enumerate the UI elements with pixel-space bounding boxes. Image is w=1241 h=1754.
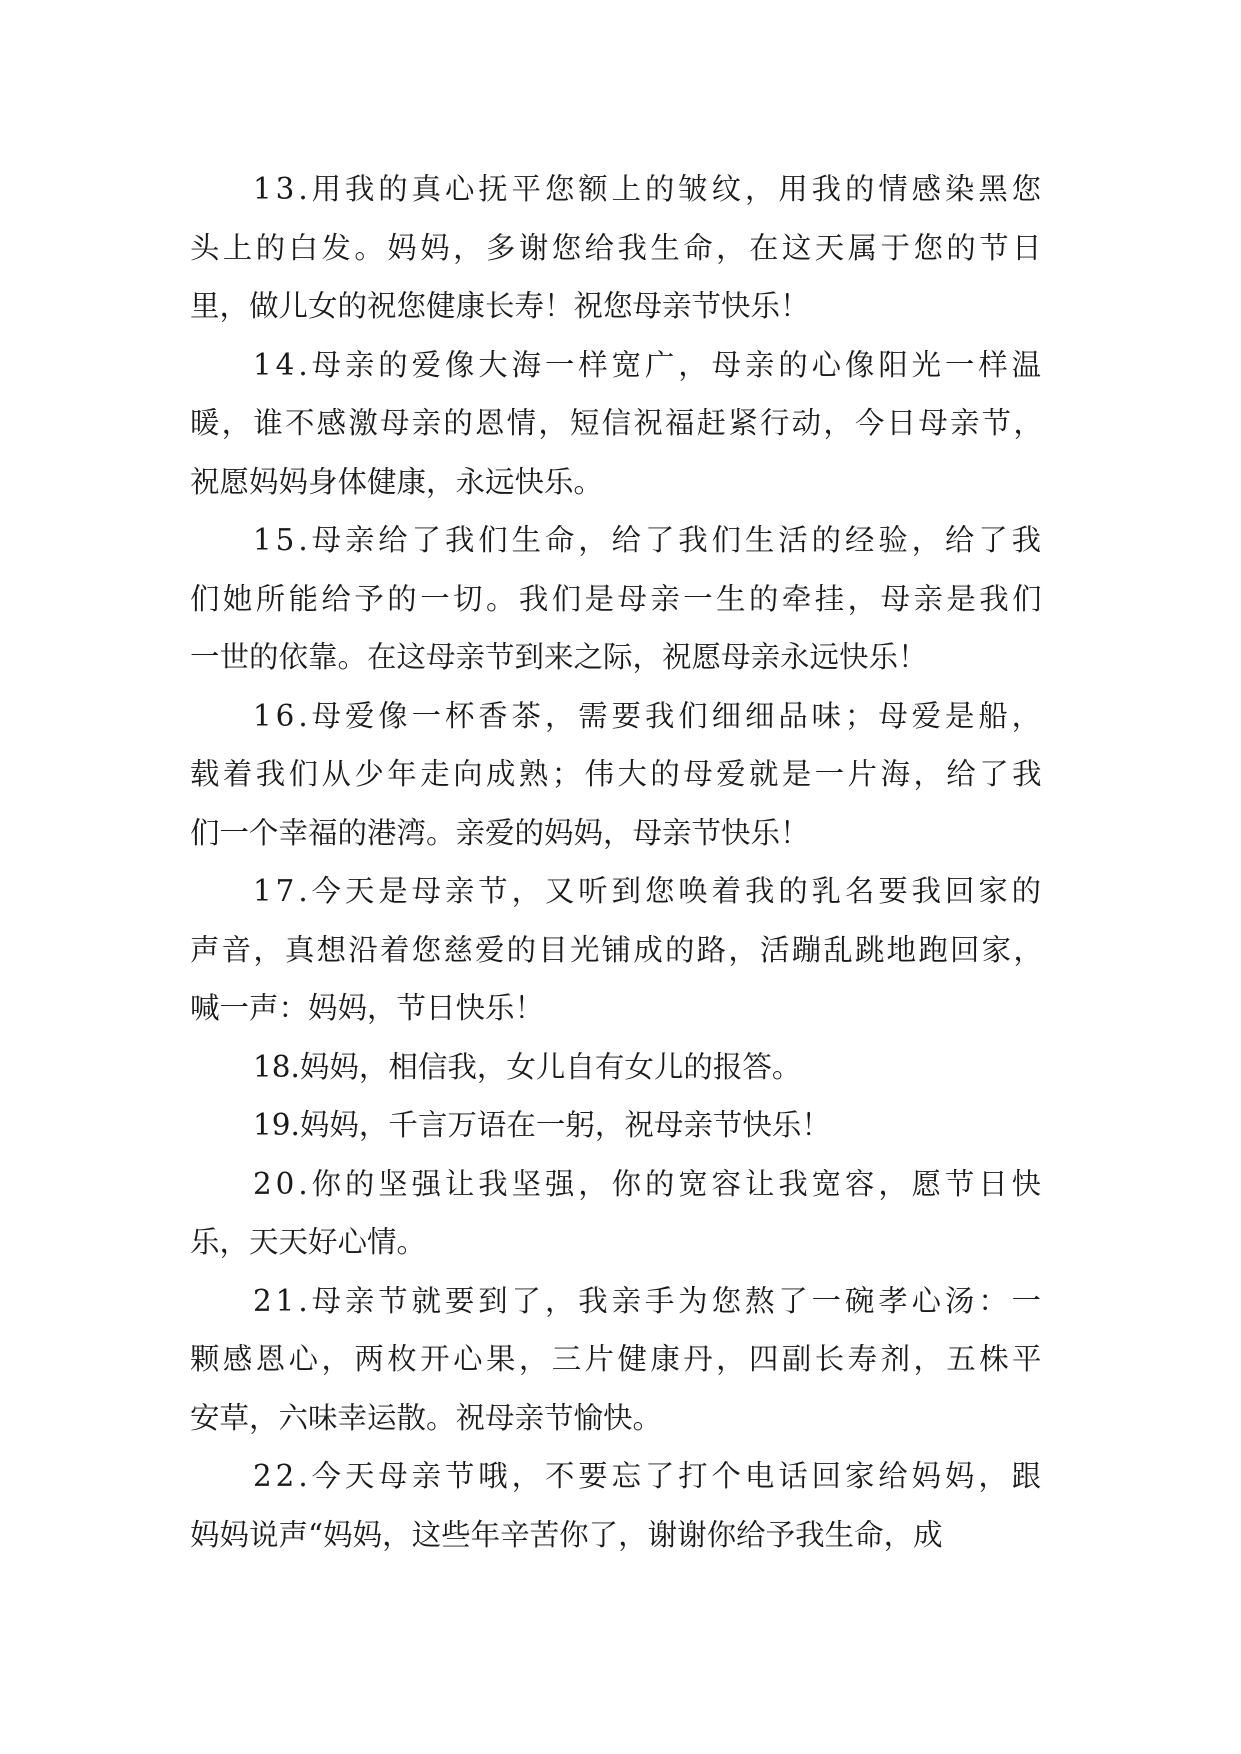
paragraph-19 bbox=[190, 1096, 1045, 1155]
paragraph-20 bbox=[190, 1155, 1045, 1272]
text-line-content: 里，做儿女的祝您健康长寿！祝您母亲节快乐！ bbox=[190, 289, 810, 323]
text-line-content: 22.今天母亲节哦，不要忘了打个电话回家给妈妈，跟 bbox=[253, 1459, 1045, 1493]
text-line-content: 21.母亲节就要到了，我亲手为您熬了一碗孝心汤：一 bbox=[253, 1283, 1045, 1318]
text-line bbox=[190, 1096, 1045, 1155]
text-line bbox=[190, 1389, 1045, 1448]
text-line-content: 载着我们从少年走向成熟；伟大的母爱就是一片海，给了我 bbox=[190, 757, 1045, 791]
text-line bbox=[190, 160, 1045, 219]
text-line-content: 颗感恩心，两枚开心果，三片健康丹，四副长寿剂，五株平 bbox=[190, 1342, 1045, 1376]
text-line bbox=[190, 979, 1045, 1038]
text-line bbox=[190, 277, 1045, 336]
paragraph-14 bbox=[190, 336, 1045, 512]
paragraph-22 bbox=[190, 1447, 1045, 1564]
text-line bbox=[190, 628, 1045, 687]
text-line bbox=[190, 1038, 1045, 1097]
paragraph-16 bbox=[190, 687, 1045, 863]
text-line-content: 16.母爱像一杯香茶，需要我们细细品味；母爱是船， bbox=[253, 698, 1045, 733]
text-line-content: 20.你的坚强让我坚强，你的宽容让我宽容，愿节日快 bbox=[253, 1166, 1045, 1201]
text-line bbox=[190, 219, 1045, 278]
text-line-content: 13.用我的真心抚平您额上的皱纹，用我的情感染黑您 bbox=[253, 172, 1045, 206]
text-line bbox=[190, 1447, 1045, 1506]
text-line-content: 们她所能给予的一切。我们是母亲一生的牵挂，母亲是我们 bbox=[190, 581, 1045, 616]
paragraph-15 bbox=[190, 511, 1045, 687]
text-line-content: 喊一声：妈妈，节日快乐！ bbox=[190, 991, 545, 1025]
text-line-content: 18.妈妈，相信我，女儿自有女儿的报答。 bbox=[253, 1049, 802, 1084]
text-line bbox=[190, 511, 1045, 570]
paragraph-13 bbox=[190, 160, 1045, 336]
text-line bbox=[190, 687, 1045, 746]
document-body bbox=[190, 160, 1045, 1564]
text-line bbox=[190, 921, 1045, 980]
text-line-content: 祝愿妈妈身体健康，永远快乐。 bbox=[190, 464, 604, 499]
text-line-content: 14.母亲的爱像大海一样宽广，母亲的心像阳光一样温 bbox=[253, 347, 1045, 382]
text-line-content: 暖，谁不感激母亲的恩情，短信祝福赶紧行动，今日母亲节， bbox=[190, 406, 1045, 440]
text-line bbox=[190, 336, 1045, 395]
text-line bbox=[190, 570, 1045, 629]
paragraph-21 bbox=[190, 1272, 1045, 1448]
text-line bbox=[190, 1213, 1045, 1272]
text-line bbox=[190, 453, 1045, 512]
text-line bbox=[190, 804, 1045, 863]
paragraph-18 bbox=[190, 1038, 1045, 1097]
text-line bbox=[190, 1272, 1045, 1331]
text-line bbox=[190, 394, 1045, 453]
text-line-content: 安草，六味幸运散。祝母亲节愉快。 bbox=[190, 1400, 663, 1435]
text-line-content: 头上的白发。妈妈，多谢您给我生命，在这天属于您的节日 bbox=[190, 230, 1045, 265]
text-line-content: 们一个幸福的港湾。亲爱的妈妈，母亲节快乐！ bbox=[190, 815, 810, 850]
text-line-content: 妈妈说声“妈妈，这些年辛苦你了，谢谢你给予我生命，成 bbox=[190, 1517, 943, 1552]
paragraph-17 bbox=[190, 862, 1045, 1038]
text-line-content: 17.今天是母亲节，又听到您唤着我的乳名要我回家的 bbox=[253, 874, 1045, 908]
text-line bbox=[190, 1330, 1045, 1389]
text-line-content: 19.妈妈，千言万语在一躬，祝母亲节快乐！ bbox=[253, 1108, 831, 1142]
text-line-content: 乐，天天好心情。 bbox=[190, 1225, 427, 1259]
text-line bbox=[190, 862, 1045, 921]
text-line bbox=[190, 1155, 1045, 1214]
text-line-content: 声音，真想沿着您慈爱的目光铺成的路，活蹦乱跳地跑回家， bbox=[190, 932, 1045, 967]
text-line-content: 15.母亲给了我们生命，给了我们生活的经验，给了我 bbox=[253, 523, 1045, 557]
text-line bbox=[190, 1506, 1045, 1565]
text-line bbox=[190, 745, 1045, 804]
text-line-content: 一世的依靠。在这母亲节到来之际，祝愿母亲永远快乐！ bbox=[190, 640, 928, 674]
